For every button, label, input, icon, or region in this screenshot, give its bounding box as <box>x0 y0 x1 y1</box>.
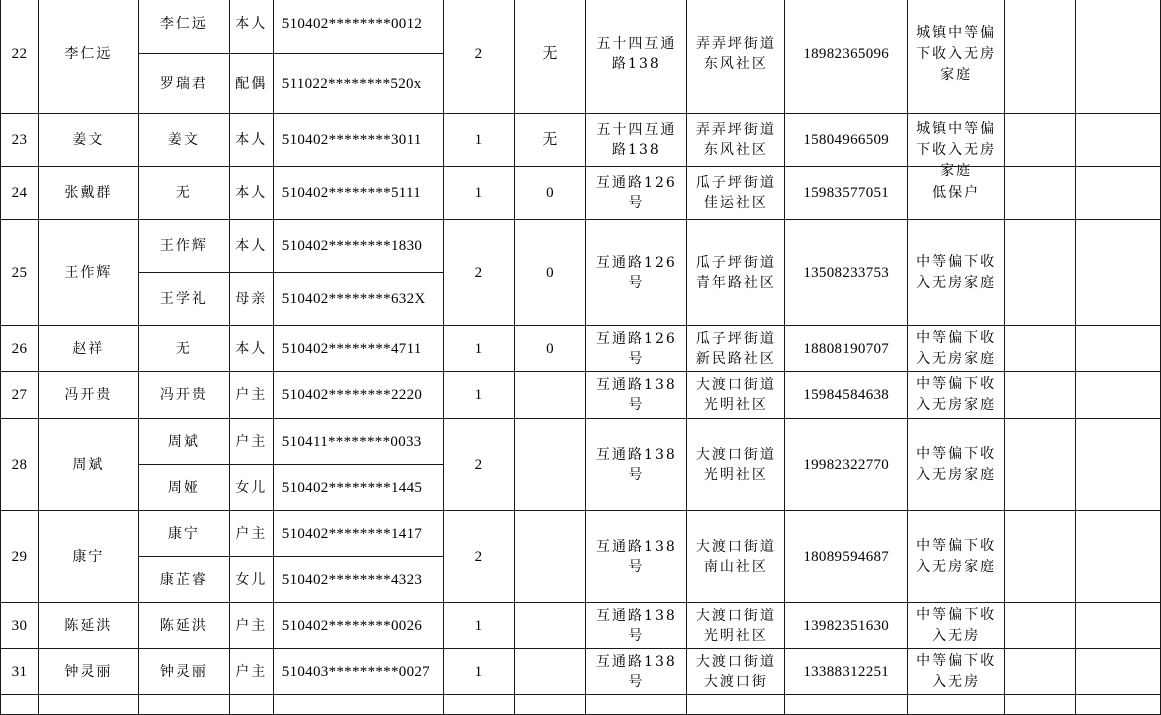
cell-category[interactable] <box>908 220 1005 326</box>
cell-category[interactable] <box>908 326 1005 372</box>
cell-household-count[interactable] <box>443 511 514 603</box>
cell-community-text: 大渡口街道南山社区 <box>695 538 776 575</box>
cell-phone[interactable] <box>785 220 908 326</box>
cell-blank[interactable] <box>443 695 514 715</box>
cell-community-text: 大渡口街道光明社区 <box>695 607 776 644</box>
cell-address[interactable] <box>586 511 687 603</box>
cell-household-count[interactable] <box>443 220 514 326</box>
cell-household-head[interactable] <box>38 372 138 419</box>
cell-member-name-text: 周娅 <box>167 479 200 496</box>
cell-address-text: 互通路126号 <box>596 330 677 367</box>
table-row <box>1 220 1161 273</box>
cell-id-number[interactable] <box>273 167 443 220</box>
cell-phone[interactable] <box>785 114 908 167</box>
cell-id-number[interactable] <box>273 603 443 649</box>
cell-community[interactable] <box>687 326 785 372</box>
cell-id-number[interactable] <box>273 419 443 465</box>
cell-member-name-text: 康芷睿 <box>159 571 208 588</box>
cell-household-count-text: 2 <box>474 264 483 281</box>
cell-community[interactable] <box>687 419 785 511</box>
cell-address[interactable] <box>586 167 687 220</box>
cell-community[interactable] <box>687 167 785 220</box>
cell-community[interactable] <box>687 220 785 326</box>
cell-id-number-text: 510402********3011 <box>281 132 422 148</box>
cell-blank[interactable] <box>1076 603 1161 649</box>
cell-household-head-text: 张戴群 <box>64 185 113 201</box>
cell-blank[interactable] <box>1076 220 1161 326</box>
cell-housing-area[interactable] <box>514 0 586 114</box>
cell-member-name[interactable] <box>138 114 229 167</box>
cell-member-name[interactable] <box>138 557 229 603</box>
cell-phone[interactable] <box>785 326 908 372</box>
cell-relation-text: 户主 <box>235 663 268 680</box>
cell-phone-text: 19982322770 <box>803 456 890 473</box>
cell-no[interactable] <box>1 167 39 220</box>
cell-blank[interactable] <box>1076 419 1161 511</box>
cell-relation[interactable] <box>229 372 273 419</box>
cell-phone-text: 15983577051 <box>803 185 890 201</box>
cell-blank[interactable] <box>1005 372 1076 419</box>
cell-household-head[interactable] <box>38 220 138 326</box>
cell-id-number[interactable] <box>273 465 443 511</box>
cell-member-name[interactable] <box>138 372 229 419</box>
cell-address[interactable] <box>586 419 687 511</box>
cell-category[interactable] <box>908 419 1005 511</box>
cell-no[interactable] <box>1 326 39 372</box>
cell-household-head[interactable] <box>38 0 138 114</box>
cell-address[interactable] <box>586 114 687 167</box>
cell-id-number-text: 510402********0012 <box>281 16 423 32</box>
cell-blank[interactable] <box>1005 695 1076 715</box>
cell-phone[interactable] <box>785 511 908 603</box>
cell-housing-area[interactable] <box>514 220 586 326</box>
cell-relation-text: 户主 <box>235 617 268 634</box>
cell-address-text: 互通路126号 <box>596 254 677 291</box>
cell-member-name-text: 无 <box>175 340 192 357</box>
cell-id-number-text: 510402********4711 <box>281 340 422 357</box>
cell-id-number[interactable] <box>273 54 443 114</box>
cell-household-head[interactable] <box>38 326 138 372</box>
cell-member-name-text: 钟灵丽 <box>159 663 208 680</box>
cell-household-count[interactable] <box>443 419 514 511</box>
cell-address-text: 互通路138号 <box>596 538 677 575</box>
cell-blank[interactable] <box>1005 0 1076 114</box>
cell-community-text: 大渡口街道大渡口街 <box>695 653 776 690</box>
cell-blank[interactable] <box>1076 0 1161 114</box>
cell-household-head-text: 陈延洪 <box>64 617 113 634</box>
cell-relation[interactable] <box>229 511 273 557</box>
cell-id-number[interactable] <box>273 649 443 695</box>
cell-household-count-text: 1 <box>474 663 483 680</box>
cell-category-text: 低保户 <box>932 184 981 201</box>
cell-housing-area[interactable] <box>514 167 586 220</box>
cell-housing-area[interactable] <box>514 372 586 419</box>
cell-phone-text: 18982365096 <box>803 46 890 62</box>
cell-address-text: 互通路138号 <box>596 653 677 690</box>
cell-member-name-text: 罗瑞君 <box>159 75 208 92</box>
cell-household-count[interactable] <box>443 0 514 114</box>
cell-category-text: 中等偏下收入无房家庭 <box>916 376 997 413</box>
cell-household-count-text: 1 <box>474 185 483 201</box>
cell-household-count[interactable] <box>443 603 514 649</box>
cell-household-count[interactable] <box>443 326 514 372</box>
cell-household-count-text: 1 <box>474 132 483 148</box>
cell-member-name[interactable] <box>138 603 229 649</box>
cell-blank[interactable] <box>1076 326 1161 372</box>
cell-community[interactable] <box>687 372 785 419</box>
cell-blank[interactable] <box>586 695 687 715</box>
cell-id-number-text: 510402********2220 <box>281 387 423 403</box>
cell-household-head[interactable] <box>38 649 138 695</box>
cell-member-name-text: 陈延洪 <box>159 617 208 634</box>
cell-relation-text: 本人 <box>235 185 268 201</box>
cell-relation[interactable] <box>229 114 273 167</box>
cell-id-number[interactable] <box>273 273 443 326</box>
cell-address-text: 五十四互通路138 <box>596 36 677 72</box>
cell-blank[interactable] <box>273 695 443 715</box>
cell-household-count[interactable] <box>443 114 514 167</box>
cell-housing-area-text: 无 <box>542 46 558 62</box>
cell-blank[interactable] <box>1076 114 1161 167</box>
cell-household-count-text: 1 <box>474 387 483 403</box>
cell-phone-text: 18089594687 <box>803 548 890 565</box>
cell-blank[interactable] <box>1076 695 1161 715</box>
cell-blank[interactable] <box>1005 326 1076 372</box>
cell-phone-text: 15984584638 <box>803 387 890 403</box>
cell-address[interactable] <box>586 326 687 372</box>
cell-household-count-text: 1 <box>474 617 483 634</box>
cell-no[interactable] <box>1 114 39 167</box>
cell-relation-text: 本人 <box>235 16 268 32</box>
cell-phone-text: 15804966509 <box>803 132 890 148</box>
table-row <box>1 419 1161 465</box>
cell-household-head-text: 姜文 <box>72 132 105 148</box>
cell-housing-area[interactable] <box>514 419 586 511</box>
cell-community[interactable] <box>687 649 785 695</box>
cell-address[interactable] <box>586 603 687 649</box>
cell-phone-text: 13982351630 <box>803 617 890 634</box>
cell-no-text: 25 <box>11 264 28 281</box>
cell-phone-text: 13388312251 <box>803 663 890 680</box>
table-row <box>1 695 1161 715</box>
cell-community-text: 瓜子坪街道青年路社区 <box>695 254 776 291</box>
cell-community-text: 弄弄坪街道东风社区 <box>695 36 776 72</box>
cell-community[interactable] <box>687 0 785 114</box>
cell-housing-area-text: 0 <box>546 340 554 357</box>
cell-household-count[interactable] <box>443 372 514 419</box>
cell-no[interactable] <box>1 0 39 114</box>
cell-household-head-text: 冯开贵 <box>64 387 113 403</box>
cell-blank[interactable] <box>1005 419 1076 511</box>
cell-id-number-text: 510402********632X <box>281 291 426 307</box>
cell-member-name-text: 康宁 <box>167 525 200 542</box>
cell-blank[interactable] <box>1005 220 1076 326</box>
cell-category-text: 中等偏下收入无房 <box>916 652 997 690</box>
cell-relation[interactable] <box>229 220 273 273</box>
table-row <box>1 0 1161 54</box>
cell-no-text: 23 <box>11 132 28 148</box>
cell-id-number-text: 510402********4323 <box>281 571 423 588</box>
table-row <box>1 649 1161 695</box>
cell-blank[interactable] <box>1005 114 1076 167</box>
cell-community[interactable] <box>687 603 785 649</box>
cell-phone[interactable] <box>785 603 908 649</box>
cell-category-text: 中等偏下收入无房家庭 <box>916 329 997 367</box>
cell-id-number[interactable] <box>273 557 443 603</box>
cell-id-number-text: 510402********1445 <box>281 479 423 496</box>
cell-no[interactable] <box>1 511 39 603</box>
cell-no[interactable] <box>1 649 39 695</box>
cell-id-number-text: 510402********0026 <box>281 617 423 634</box>
cell-member-name[interactable] <box>138 220 229 273</box>
cell-category-text: 中等偏下收入无房家庭 <box>916 445 997 483</box>
cell-relation[interactable] <box>229 0 273 54</box>
cell-relation[interactable] <box>229 54 273 114</box>
cell-category[interactable] <box>908 649 1005 695</box>
cell-id-number-text: 510411********0033 <box>281 433 422 450</box>
cell-household-count[interactable] <box>443 649 514 695</box>
cell-id-number[interactable] <box>273 0 443 54</box>
cell-household-head-text: 钟灵丽 <box>64 663 113 680</box>
cell-category[interactable] <box>908 372 1005 419</box>
cell-community-text: 弄弄坪街道东风社区 <box>695 122 776 158</box>
cell-blank[interactable] <box>1076 649 1161 695</box>
cell-housing-area-text: 0 <box>546 185 554 201</box>
cell-no-text: 30 <box>11 617 28 634</box>
cell-blank[interactable] <box>1005 511 1076 603</box>
cell-member-name-text: 王学礼 <box>159 291 208 307</box>
cell-no[interactable] <box>1 419 39 511</box>
cell-household-head[interactable] <box>38 167 138 220</box>
cell-relation[interactable] <box>229 557 273 603</box>
cell-household-count-text: 2 <box>474 456 483 473</box>
cell-category-text: 城镇中等偏下收入无房家庭 <box>916 24 997 83</box>
cell-housing-area[interactable] <box>514 649 586 695</box>
cell-address[interactable] <box>586 0 687 114</box>
cell-member-name-text: 姜文 <box>167 132 200 148</box>
cell-member-name[interactable] <box>138 649 229 695</box>
cell-housing-area-text: 无 <box>542 132 558 148</box>
cell-no-text: 22 <box>11 46 28 62</box>
cell-housing-area-text: 0 <box>546 264 554 281</box>
cell-address-text: 互通路126号 <box>596 175 677 211</box>
cell-housing-area[interactable] <box>514 603 586 649</box>
cell-address[interactable] <box>586 220 687 326</box>
cell-phone[interactable] <box>785 0 908 114</box>
cell-blank[interactable] <box>1005 167 1076 220</box>
cell-household-count-text: 1 <box>474 340 483 357</box>
cell-phone[interactable] <box>785 167 908 220</box>
cell-household-head[interactable] <box>38 511 138 603</box>
cell-household-count-text: 2 <box>474 548 483 565</box>
table-row <box>1 372 1161 419</box>
cell-blank[interactable] <box>1005 603 1076 649</box>
cell-community[interactable] <box>687 114 785 167</box>
cell-no-text: 27 <box>11 387 28 403</box>
cell-no-text: 28 <box>11 456 28 473</box>
cell-phone[interactable] <box>785 649 908 695</box>
cell-no[interactable] <box>1 372 39 419</box>
cell-relation[interactable] <box>229 603 273 649</box>
table-row <box>1 167 1161 220</box>
cell-relation-text: 女儿 <box>235 479 268 496</box>
cell-id-number[interactable] <box>273 326 443 372</box>
cell-no[interactable] <box>1 220 39 326</box>
cell-relation-text: 户主 <box>235 525 268 542</box>
cell-blank[interactable] <box>1076 511 1161 603</box>
cell-member-name-text: 无 <box>175 185 192 201</box>
cell-household-head[interactable] <box>38 603 138 649</box>
cell-household-count-text: 2 <box>474 46 483 62</box>
cell-address-text: 互通路138号 <box>596 446 677 483</box>
cell-id-number-text: 510403*********0027 <box>281 663 430 680</box>
cell-category-text: 中等偏下收入无房 <box>916 606 997 644</box>
table-row <box>1 114 1161 167</box>
cell-housing-area[interactable] <box>514 114 586 167</box>
cell-housing-area[interactable] <box>514 326 586 372</box>
cell-blank[interactable] <box>514 695 586 715</box>
table-row <box>1 326 1161 372</box>
cell-id-number[interactable] <box>273 511 443 557</box>
cell-blank[interactable] <box>908 695 1005 715</box>
cell-relation-text: 本人 <box>235 238 268 254</box>
cell-phone[interactable] <box>785 372 908 419</box>
cell-address[interactable] <box>586 649 687 695</box>
cell-category-text: 中等偏下收入无房家庭 <box>916 253 997 291</box>
cell-household-head-text: 王作辉 <box>64 264 113 281</box>
cell-category-text: 中等偏下收入无房家庭 <box>916 537 997 575</box>
cell-id-number-text: 511022********520x <box>281 75 422 92</box>
cell-member-name[interactable] <box>138 273 229 326</box>
cell-blank[interactable] <box>138 695 229 715</box>
cell-household-count[interactable] <box>443 167 514 220</box>
cell-relation[interactable] <box>229 649 273 695</box>
cell-relation[interactable] <box>229 326 273 372</box>
cell-household-head-text: 周斌 <box>72 456 105 473</box>
cell-address-text: 互通路138号 <box>596 607 677 644</box>
cell-address-text: 五十四互通路138 <box>596 122 677 158</box>
cell-phone-text: 18808190707 <box>803 340 890 357</box>
cell-category[interactable] <box>908 114 1005 179</box>
cell-id-number[interactable] <box>273 114 443 167</box>
cell-address-text: 互通路138号 <box>596 377 677 413</box>
cell-relation-text: 母亲 <box>235 291 268 307</box>
cell-category-text: 城镇中等偏下收入无房家庭 <box>916 121 997 179</box>
cell-id-number-text: 510402********5111 <box>281 185 422 201</box>
cell-id-number[interactable] <box>273 220 443 273</box>
cell-blank[interactable] <box>1076 167 1161 220</box>
cell-no-text: 31 <box>11 663 28 680</box>
cell-relation[interactable] <box>229 273 273 326</box>
cell-category[interactable] <box>908 511 1005 603</box>
cell-blank[interactable] <box>687 695 785 715</box>
cell-community-text: 瓜子坪街道佳运社区 <box>695 175 776 211</box>
cell-community-text: 瓜子坪街道新民路社区 <box>695 330 776 367</box>
cell-no-text: 24 <box>11 185 28 201</box>
table-row <box>1 511 1161 557</box>
cell-blank[interactable] <box>1 695 39 715</box>
cell-member-name[interactable] <box>138 326 229 372</box>
cell-relation-text: 女儿 <box>235 571 268 588</box>
cell-blank[interactable] <box>1005 649 1076 695</box>
cell-community[interactable] <box>687 511 785 603</box>
cell-household-head[interactable] <box>38 419 138 511</box>
cell-category[interactable] <box>908 603 1005 649</box>
cell-member-name[interactable] <box>138 465 229 511</box>
cell-id-number-text: 510402********1830 <box>281 238 423 254</box>
cell-phone-text: 13508233753 <box>803 264 890 281</box>
cell-member-name[interactable] <box>138 167 229 220</box>
cell-address[interactable] <box>586 372 687 419</box>
cell-category[interactable] <box>908 0 1005 114</box>
cell-blank[interactable] <box>1076 372 1161 419</box>
cell-blank[interactable] <box>229 695 273 715</box>
cell-household-head-text: 李仁远 <box>64 46 113 62</box>
cell-relation-text: 本人 <box>235 340 268 357</box>
cell-housing-area[interactable] <box>514 511 586 603</box>
cell-no-text: 29 <box>11 548 28 565</box>
cell-relation-text: 本人 <box>235 132 268 148</box>
cell-member-name-text: 冯开贵 <box>159 387 208 403</box>
cell-household-head-text: 赵祥 <box>72 340 105 357</box>
cell-member-name[interactable] <box>138 419 229 465</box>
cell-relation[interactable] <box>229 465 273 511</box>
cell-id-number[interactable] <box>273 372 443 419</box>
cell-no[interactable] <box>1 603 39 649</box>
cell-phone[interactable] <box>785 419 908 511</box>
cell-no-text: 26 <box>11 340 28 357</box>
table-row <box>1 603 1161 649</box>
cell-blank[interactable] <box>38 695 138 715</box>
cell-relation-text: 户主 <box>235 387 268 403</box>
cell-relation-text: 配偶 <box>235 75 268 92</box>
cell-id-number-text: 510402********1417 <box>281 525 423 542</box>
cell-community-text: 大渡口街道光明社区 <box>695 446 776 483</box>
cell-member-name-text: 周斌 <box>167 433 200 450</box>
cell-member-name-text: 李仁远 <box>159 16 208 32</box>
cell-relation[interactable] <box>229 167 273 220</box>
cell-blank[interactable] <box>785 695 908 715</box>
cell-household-head[interactable] <box>38 114 138 167</box>
cell-community-text: 大渡口街道光明社区 <box>695 377 776 413</box>
cell-relation[interactable] <box>229 419 273 465</box>
cell-household-head-text: 康宁 <box>72 548 105 565</box>
cell-member-name-text: 王作辉 <box>159 238 208 254</box>
cell-member-name[interactable] <box>138 54 229 114</box>
cell-member-name[interactable] <box>138 511 229 557</box>
cell-relation-text: 户主 <box>235 433 268 450</box>
cell-member-name[interactable] <box>138 0 229 54</box>
